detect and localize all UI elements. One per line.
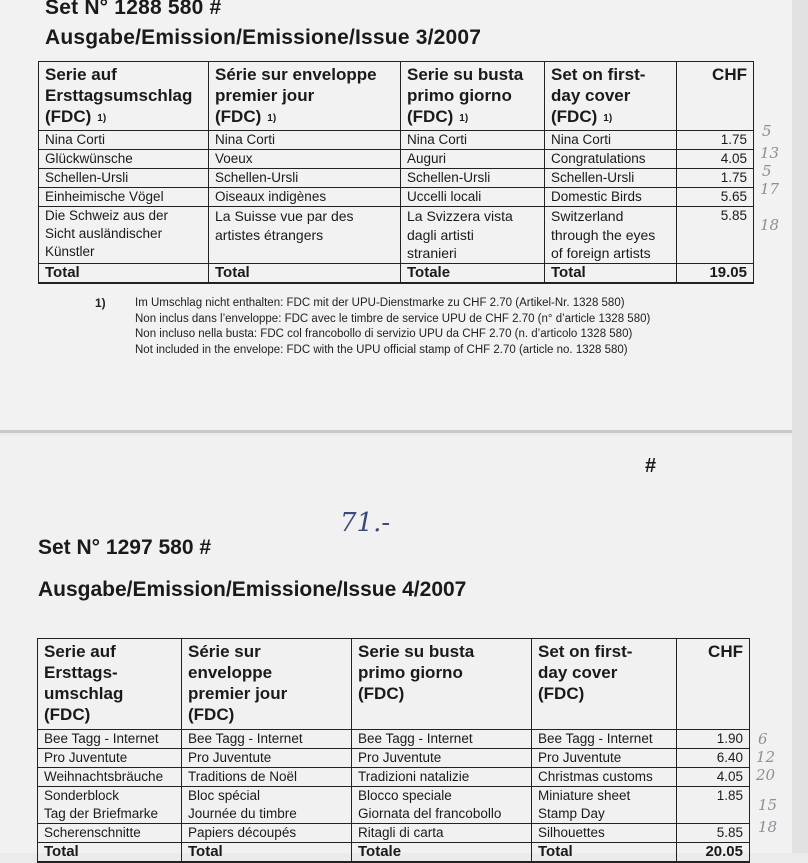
cell-en: Congratulations — [545, 150, 677, 169]
cell-fr: Nina Corti — [209, 131, 401, 150]
table-row — [38, 768, 750, 787]
total-chf: 20.05 — [677, 843, 750, 863]
cell-it: Tradizioni natalizie — [352, 768, 532, 787]
set2-header-fr: Série sur enveloppe premier jour (FDC) — [182, 639, 352, 730]
total-chf: 19.05 — [677, 263, 754, 283]
set2-header-chf: CHF — [677, 639, 750, 730]
table-row — [39, 207, 754, 264]
cell-de: Bee Tagg - Internet — [38, 730, 182, 749]
table-row — [39, 150, 754, 169]
table-row — [39, 131, 754, 150]
total-en: Total — [532, 843, 677, 863]
table-row — [39, 188, 754, 207]
cell-en: Schellen-Ursli — [545, 169, 677, 188]
cell-it: Pro Juventute — [352, 749, 532, 768]
set1-title: Set N° 1288 580 # — [45, 0, 222, 19]
cell-it: Auguri — [401, 150, 545, 169]
margin-note: 5 — [762, 162, 772, 180]
total-de: Total — [38, 843, 182, 863]
margin-note: 18 — [760, 216, 780, 234]
set1-total-row — [39, 263, 754, 283]
cell-de: Sonderblock Tag der Briefmarke — [38, 787, 182, 824]
cell-de: Nina Corti — [39, 131, 209, 150]
cell-chf: 5.85 — [677, 824, 750, 843]
cell-en: Silhouettes — [532, 824, 677, 843]
cell-it: Nina Corti — [401, 131, 545, 150]
set2-header-de: Serie auf Ersttags- umschlag (FDC) — [38, 639, 182, 730]
cell-de: Weihnachtsbräuche — [38, 768, 182, 787]
table-row — [38, 824, 750, 843]
cell-fr: Schellen-Ursli — [209, 169, 401, 188]
set2-title: Set N° 1297 580 # — [38, 536, 212, 559]
set1-header-fr: Série sur enveloppe premier jour (FDC) 1) — [209, 62, 401, 131]
cell-chf: 1.90 — [677, 730, 750, 749]
set1-header-it: Serie su busta primo giorno (FDC) 1) — [401, 62, 545, 131]
set1-issue: Ausgabe/Emission/Emissione/Issue 3/2007 — [45, 26, 482, 49]
set2-issue: Ausgabe/Emission/Emissione/Issue 4/2007 — [38, 578, 467, 601]
margin-note: 17 — [760, 180, 780, 198]
table-row — [38, 730, 750, 749]
right-margin-strip — [792, 0, 808, 853]
cell-it: Bee Tagg - Internet — [352, 730, 532, 749]
cell-it: Blocco speciale Giornata del francobollo — [352, 787, 532, 824]
cell-en: Christmas customs — [532, 768, 677, 787]
set1-header-de: Serie auf Ersttagsumschlag (FDC) 1) — [39, 62, 209, 131]
footnote-line-fr: Non inclus dans l’enveloppe: FDC avec le timbre de service UPU de CHF 2.70 (n° d’article 1328 580) — [135, 312, 651, 325]
set1-header-row — [39, 62, 754, 131]
cell-en: Miniature sheet Stamp Day — [532, 787, 677, 824]
set1-header-chf: CHF — [677, 62, 754, 131]
cell-de: Einheimische Vögel — [39, 188, 209, 207]
cell-fr: Pro Juventute — [182, 749, 352, 768]
cell-chf: 5.85 — [677, 207, 754, 264]
cell-chf: 1.85 — [677, 787, 750, 824]
footnote-line-it: Non incluso nella busta: FDC col francobollo di servizio UPU da CHF 2.70 (n. d’articolo 1328 580) — [135, 328, 633, 340]
total-fr: Total — [182, 843, 352, 863]
cell-chf: 1.75 — [677, 169, 754, 188]
margin-note: 15 — [758, 796, 778, 814]
set1-footnote — [95, 296, 650, 358]
margin-note: 13 — [760, 144, 780, 162]
cell-chf: 1.75 — [677, 131, 754, 150]
table-row — [38, 787, 750, 824]
set1-header-en: Set on first- day cover (FDC) 1) — [545, 62, 677, 131]
cell-de: Pro Juventute — [38, 749, 182, 768]
cell-en: Nina Corti — [545, 131, 677, 150]
set1-table — [38, 61, 754, 284]
table-row — [38, 749, 750, 768]
cell-fr: Bloc spécial Journée du timbre — [182, 787, 352, 824]
total-it: Totale — [401, 263, 545, 283]
margin-note: 5 — [762, 122, 772, 140]
set2-header-en: Set on first- day cover (FDC) — [532, 639, 677, 730]
margin-note: 20 — [756, 766, 776, 784]
cell-fr: La Suisse vue par des artistes étrangers — [209, 207, 401, 264]
cell-fr: Traditions de Noël — [182, 768, 352, 787]
footnote-line-de: Im Umschlag nicht enthalten: FDC mit der UPU-Dienstmarke zu CHF 2.70 (Artikel-Nr. 1328 580) — [135, 297, 625, 309]
cell-fr: Voeux — [209, 150, 401, 169]
footnote-line-en: Not included in the envelope: FDC with the UPU official stamp of CHF 2.70 (article no. 1328 580) — [135, 343, 628, 356]
set2-table — [37, 638, 750, 863]
cell-fr: Bee Tagg - Internet — [182, 730, 352, 749]
cell-fr: Oiseaux indigènes — [209, 188, 401, 207]
set2-total-row — [38, 843, 750, 863]
cell-it: Schellen-Ursli — [401, 169, 545, 188]
total-it: Totale — [352, 843, 532, 863]
set2-header-it: Serie su busta primo giorno (FDC) — [352, 639, 532, 730]
cell-it: Uccelli locali — [401, 188, 545, 207]
total-de: Total — [39, 263, 209, 283]
cell-it: Ritagli di carta — [352, 824, 532, 843]
footnote-mark: 1) — [95, 296, 106, 310]
sheet-edge — [0, 430, 808, 433]
margin-note: 12 — [756, 748, 776, 766]
cell-de: Scherenschnitte — [38, 824, 182, 843]
cell-de: Glückwünsche — [39, 150, 209, 169]
cell-de: Schellen-Ursli — [39, 169, 209, 188]
cell-chf: 4.05 — [677, 768, 750, 787]
hash-mark: # — [645, 455, 657, 477]
handwritten-price: 71.- — [340, 508, 391, 538]
cell-chf: 4.05 — [677, 150, 754, 169]
cell-en: Switzerland through the eyes of foreign artists — [545, 207, 677, 264]
total-en: Total — [545, 263, 677, 283]
total-fr: Total — [209, 263, 401, 283]
set2-header-row — [38, 639, 750, 730]
cell-chf: 6.40 — [677, 749, 750, 768]
cell-en: Pro Juventute — [532, 749, 677, 768]
table-row — [39, 169, 754, 188]
cell-fr: Papiers découpés — [182, 824, 352, 843]
cell-en: Bee Tagg - Internet — [532, 730, 677, 749]
margin-note: 18 — [758, 818, 778, 836]
cell-en: Domestic Birds — [545, 188, 677, 207]
cell-de: Die Schweiz aus der Sicht ausländischer Künstler — [39, 207, 209, 264]
cell-chf: 5.65 — [677, 188, 754, 207]
margin-note: 6 — [758, 730, 768, 748]
cell-it: La Svizzera vista dagli artisti stranieri — [401, 207, 545, 264]
